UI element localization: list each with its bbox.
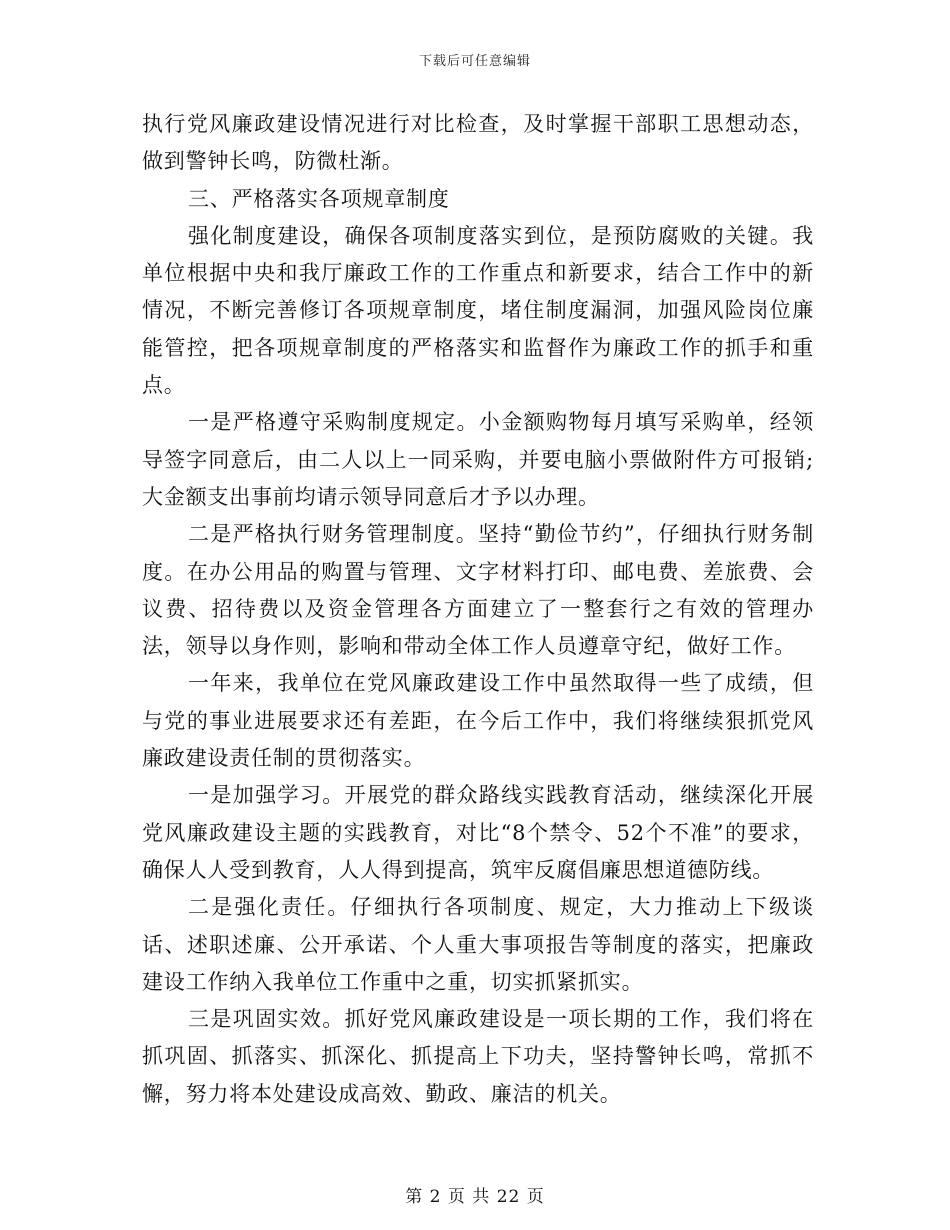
paragraph: 二是强化责任。仔细执行各项制度、规定，大力推动上下级谈话、述职述廉、公开承诺、个人重大事项报告等制度的落实，把廉政建设工作纳入我单位工作重中之重，切实抓紧抓实。: [142, 895, 814, 994]
page-number: 第 2 页 共 22 页: [405, 1187, 545, 1207]
paragraph: 二是严格执行财务管理制度。坚持“勤俭节约”，仔细执行财务制度。在办公用品的购置与管理、文字材料打印、邮电费、差旅费、会议费、招待费以及资金管理各方面建立了一整套行之有效的管理办法，领导以身作则，影响和带动全体工作人员遵章守纪，做好工作。: [142, 522, 814, 659]
section-heading: 三、严格落实各项规章制度: [188, 186, 450, 211]
paragraph: 一是严格遵守采购制度规定。小金额购物每月填写采购单，经领导签字同意后，由二人以上一同采购，并要电脑小票做附件方可报销;大金额支出事前均请示领导同意后才予以办理。: [142, 410, 814, 509]
paragraph-continuation: 执行党风廉政建设情况进行对比检查，及时掌握干部职工思想动态，做到警钟长鸣，防微杜渐。: [142, 112, 814, 174]
paragraph: 一年来，我单位在党风廉政建设工作中虽然取得一些了成绩，但与党的事业进展要求还有差距，在今后工作中，我们将继续狠抓党风廉政建设责任制的贯彻落实。: [142, 671, 814, 771]
paragraph: 强化制度建设，确保各项制度落实到位，是预防腐败的关键。我单位根据中央和我厅廉政工作的工作重点和新要求，结合工作中的新情况，不断完善修订各项规章制度，堵住制度漏洞，加强风险岗位廉能管控，把各项规章制度的严格落实和监督作为廉政工作的抓手和重点。: [142, 223, 814, 398]
paragraph: 三是巩固实效。抓好党风廉政建设是一项长期的工作，我们将在抓巩固、抓落实、抓深化、抓提高上下功夫，坚持警钟长鸣，常抓不懈，努力将本处建设成高效、勤政、廉洁的机关。: [142, 1007, 814, 1106]
document-body: [142, 106, 814, 1113]
paragraph: 一是加强学习。开展党的群众路线实践教育活动，继续深化开展党风廉政建设主题的实践教育，对比“8个禁令、52个不准”的要求，确保人人受到教育，人人得到提高，筑牢反腐倡廉思想道德防线。: [142, 783, 814, 882]
page-header: 下载后可任意编辑: [418, 54, 531, 69]
